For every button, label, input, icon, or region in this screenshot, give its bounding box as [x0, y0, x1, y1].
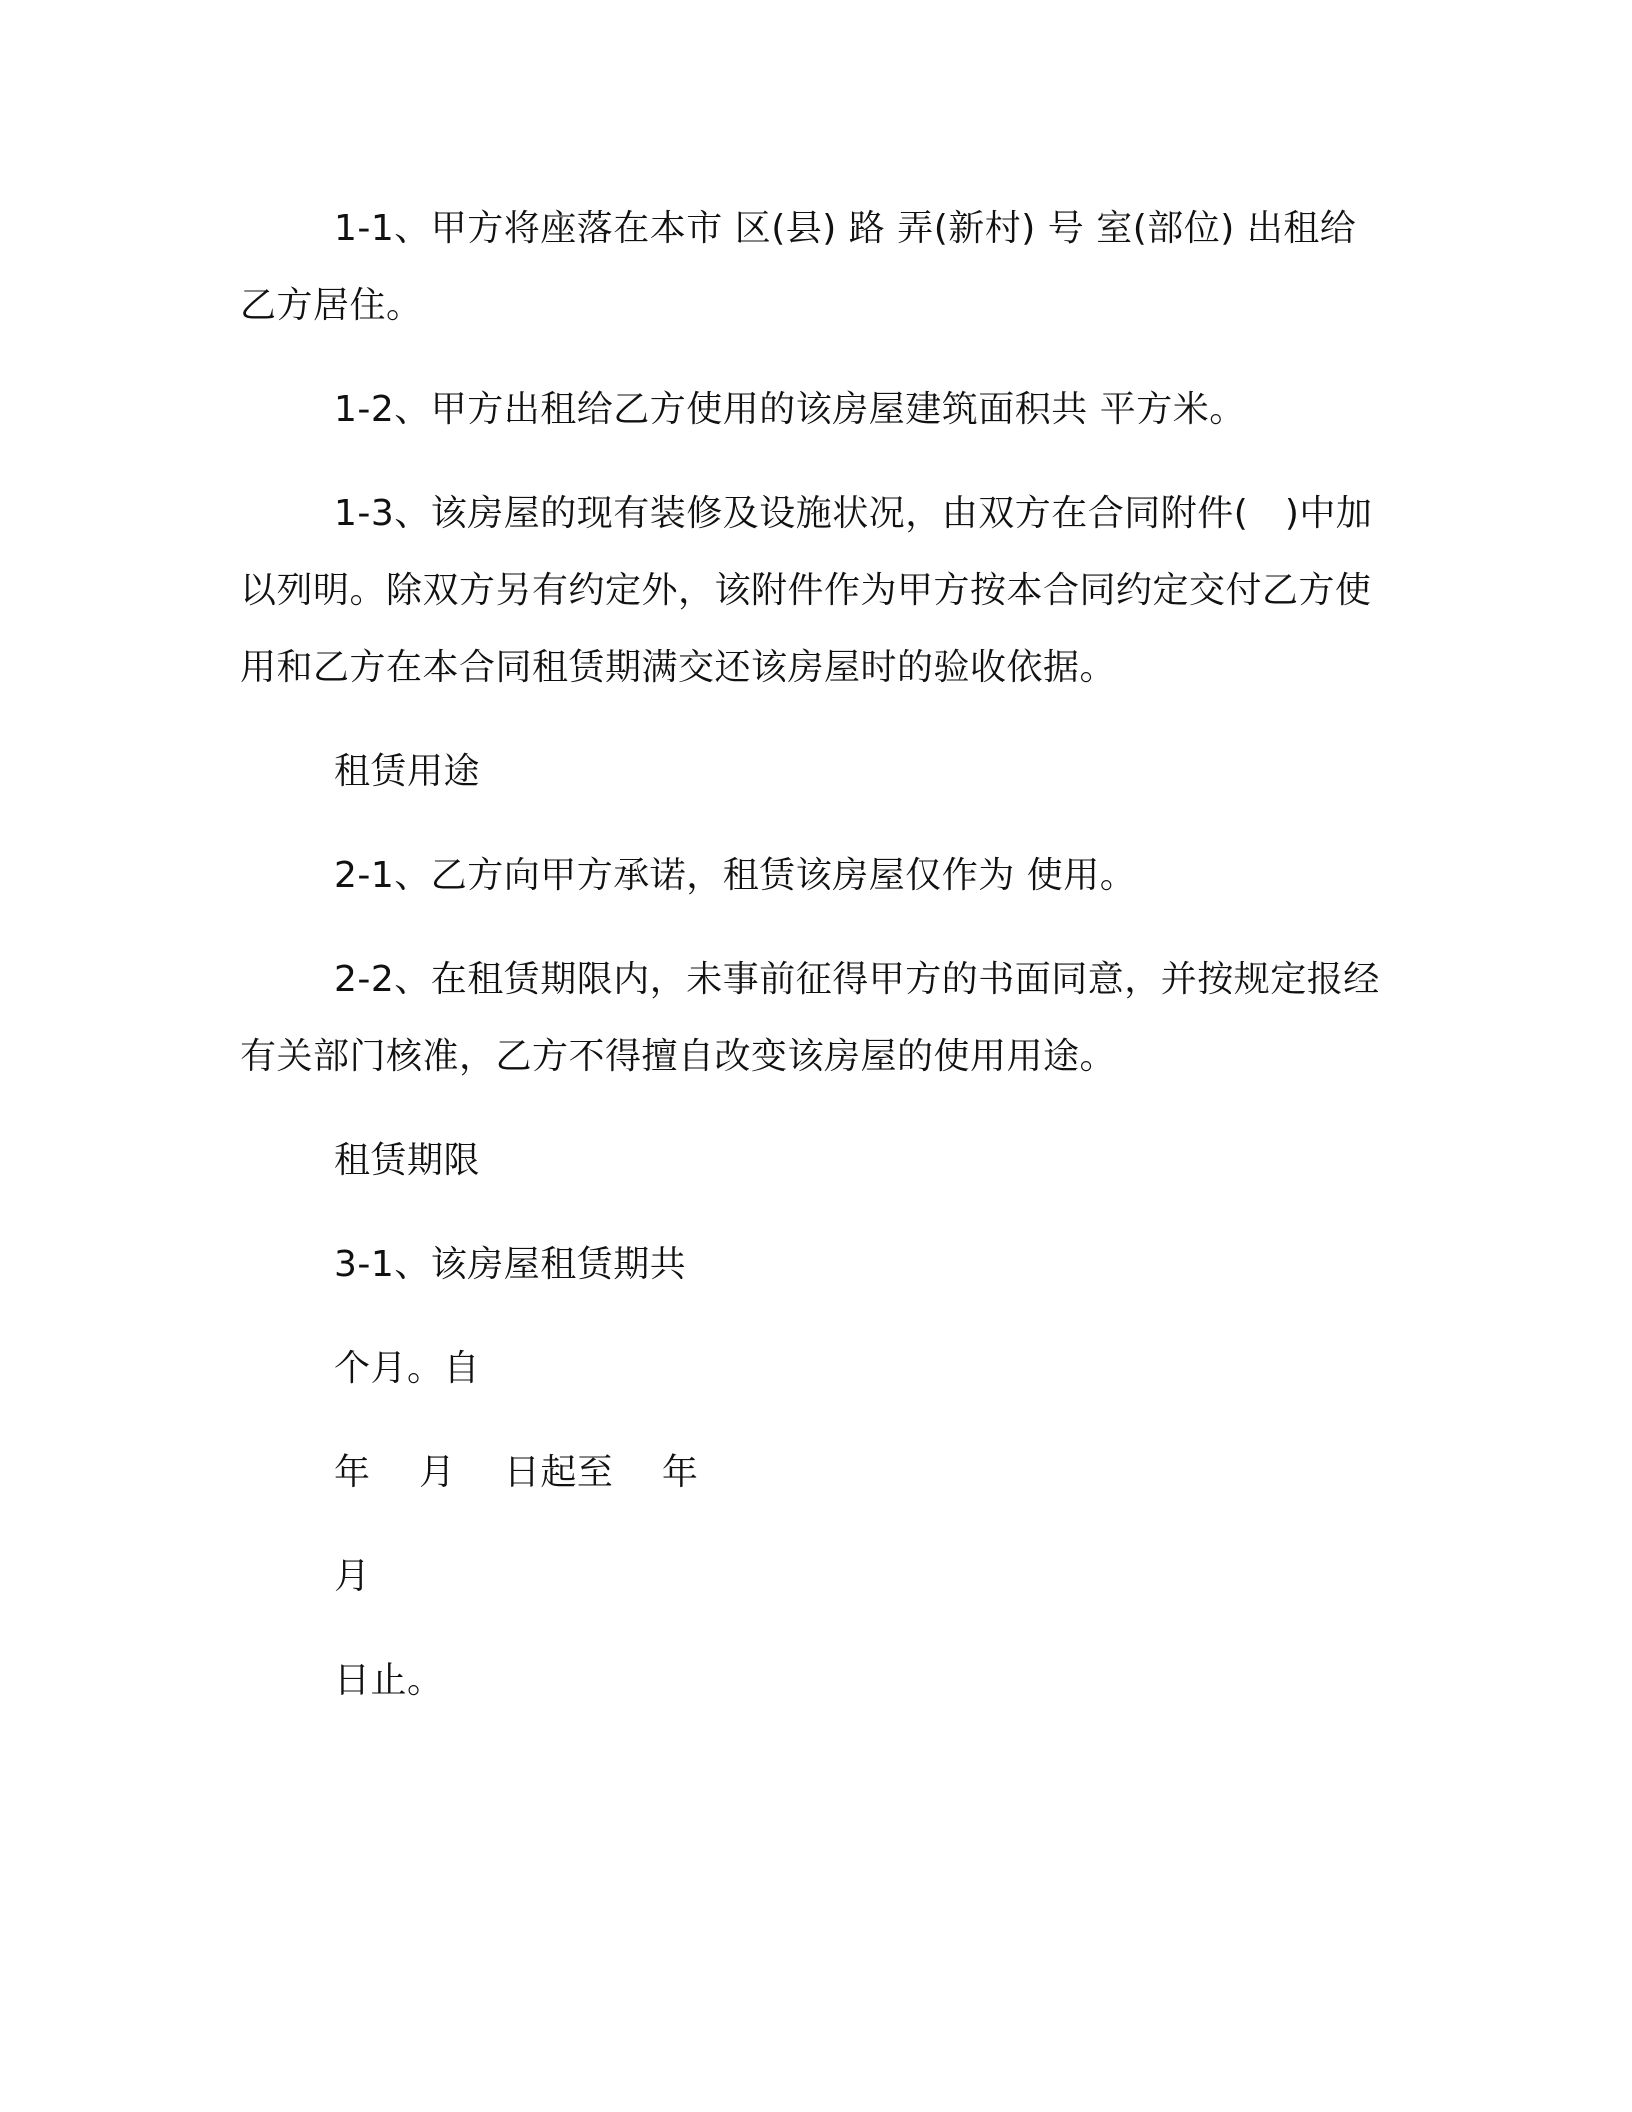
clause-3-1-end-month: 月: [334, 1556, 371, 1597]
section-heading-usage: 租赁用途: [334, 751, 481, 792]
clause-3-1-start-date: 年 月 日起至 年: [334, 1452, 699, 1493]
clause-2-1: 2-1、乙方向甲方承诺，租赁该房屋仅作为 使用。: [334, 855, 1137, 896]
clause-1-2: 1-2、甲方出租给乙方使用的该房屋建筑面积共 平方米。: [334, 389, 1246, 430]
clause-3-1-end-day: 日止。: [334, 1660, 444, 1701]
clause-3-1: 3-1、该房屋租赁期共: [334, 1244, 687, 1285]
clause-1-1: 1-1、甲方将座落在本市 区(县) 路 弄(新村) 号 室(部位) 出租给乙方居住。: [240, 208, 1357, 326]
clause-3-1-months: 个月。自: [334, 1348, 481, 1389]
document-body: [240, 190, 1380, 1746]
clause-1-3: 1-3、该房屋的现有装修及设施状况，由双方在合同附件( )中加以列明。除双方另有约定外，该附件作为甲方按本合同约定交付乙方使用和乙方在本合同租赁期满交还该房屋时的验收依据。: [240, 493, 1373, 688]
clause-2-2: 2-2、在租赁期限内，未事前征得甲方的书面同意，并按规定报经有关部门核准，乙方不得擅自改变该房屋的使用用途。: [240, 959, 1380, 1077]
section-heading-term: 租赁期限: [334, 1140, 481, 1181]
